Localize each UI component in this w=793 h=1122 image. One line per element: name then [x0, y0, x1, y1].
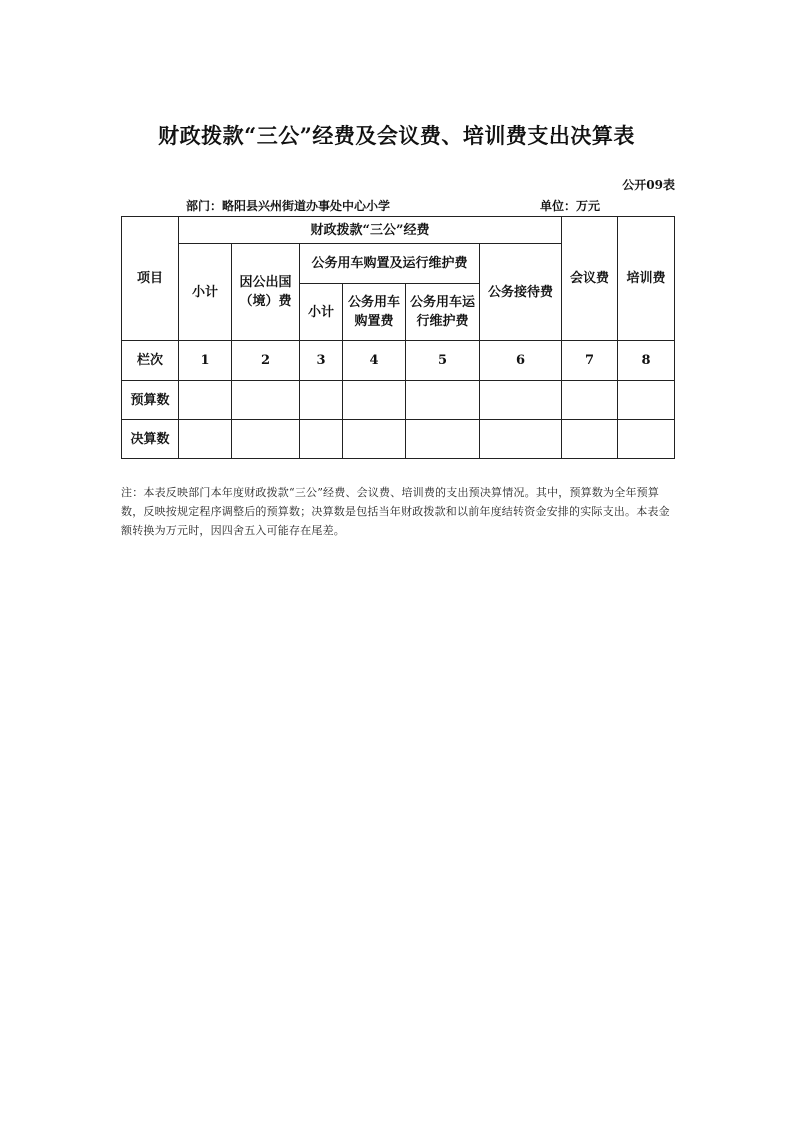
header-reception: 公务接待费 [480, 244, 562, 341]
header-three-public-group: 财政拨款“三公”经费 [179, 217, 562, 244]
column-number: 5 [406, 341, 480, 381]
column-number: 7 [562, 341, 618, 381]
header-subtotal: 小计 [179, 244, 232, 341]
header-meeting: 会议费 [562, 217, 618, 341]
unit-label: 单位：万元 [540, 199, 601, 213]
page-title: 财政拨款“三公”经费及会议费、培训费支出决算表 [158, 123, 635, 148]
row-label-number: 栏次 [122, 341, 179, 381]
department-label: 部门：略阳县兴州街道办事处中心小学 [186, 199, 391, 213]
header-training: 培训费 [618, 217, 675, 341]
column-number: 1 [179, 341, 232, 381]
final-cell [406, 420, 480, 459]
budget-cell [406, 381, 480, 420]
budget-cell [480, 381, 562, 420]
budget-cell [562, 381, 618, 420]
header-vehicle-purchase: 公务用车购置费 [343, 284, 406, 341]
budget-cell [232, 381, 300, 420]
final-cell [179, 420, 232, 459]
budget-cell [343, 381, 406, 420]
row-label-budget: 预算数 [122, 381, 179, 420]
table-row [122, 381, 675, 420]
column-number: 6 [480, 341, 562, 381]
table-row [122, 420, 675, 459]
final-cell [232, 420, 300, 459]
budget-cell [179, 381, 232, 420]
final-cell [300, 420, 343, 459]
header-vehicle-operation: 公务用车运行维护费 [406, 284, 480, 341]
expenditure-table [121, 216, 675, 459]
final-cell [562, 420, 618, 459]
column-number: 8 [618, 341, 675, 381]
column-number: 3 [300, 341, 343, 381]
column-number: 2 [232, 341, 300, 381]
budget-cell [300, 381, 343, 420]
form-code: 公开09表 [622, 178, 675, 192]
footnote: 注：本表反映部门本年度财政拨款“三公”经费、会议费、培训费的支出预决算情况。其中，预算数为全年预算数，反映按规定程序调整后的预算数；决算数是包括当年财政拨款和以前年度结转资金安排的实际支出。本表金额转换为万元时，因四舍五入可能存在尾差。 [121, 486, 670, 537]
row-label-final: 决算数 [122, 420, 179, 459]
header-item: 项目 [122, 217, 179, 341]
final-cell [480, 420, 562, 459]
header-vehicle-subtotal: 小计 [300, 284, 343, 341]
header-vehicle-group: 公务用车购置及运行维护费 [300, 244, 480, 284]
column-number: 4 [343, 341, 406, 381]
final-cell [618, 420, 675, 459]
final-cell [343, 420, 406, 459]
header-overseas: 因公出国（境）费 [232, 244, 300, 341]
table-row [122, 341, 675, 381]
budget-cell [618, 381, 675, 420]
